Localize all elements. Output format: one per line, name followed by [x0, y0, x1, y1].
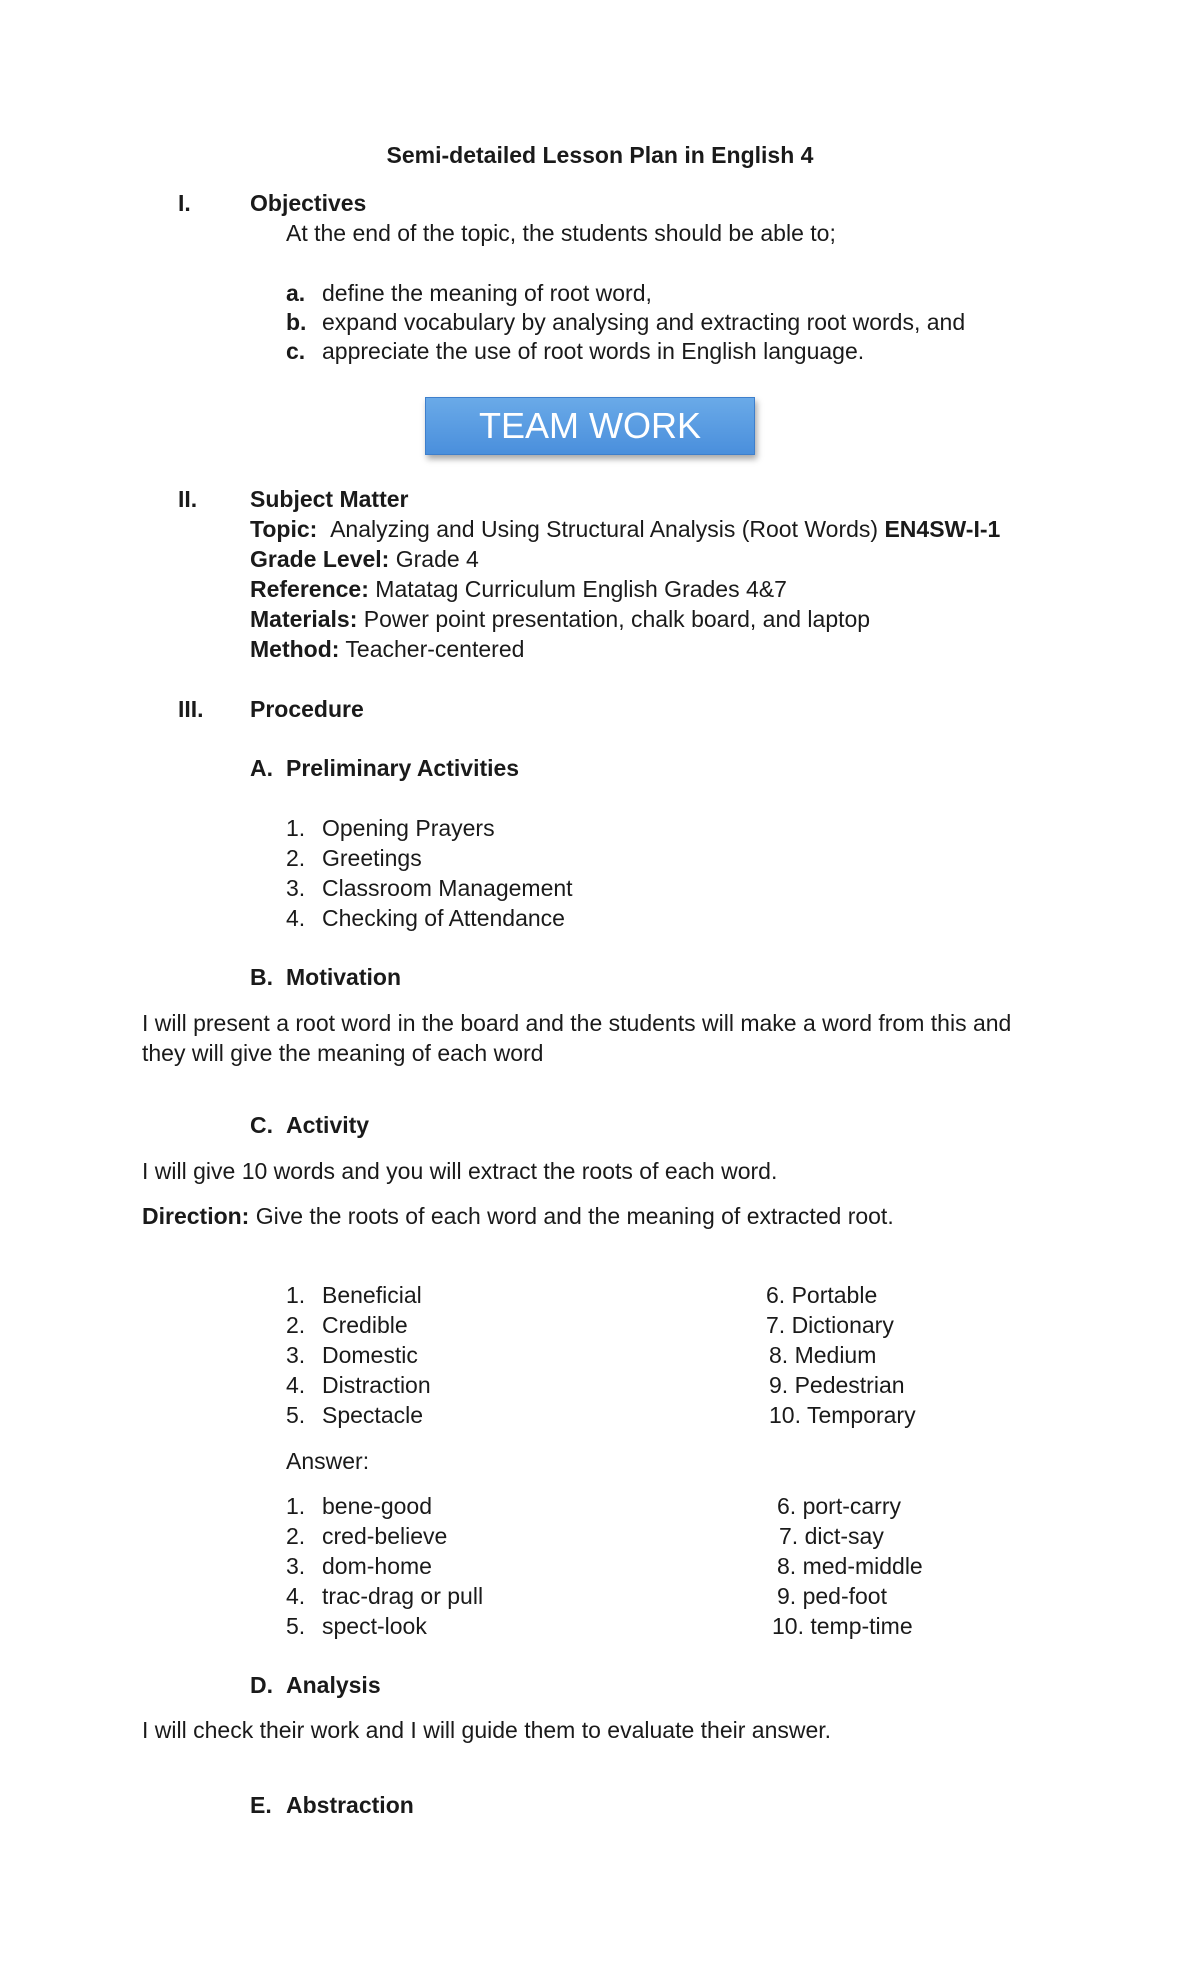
answer-item: 5. spect-look [286, 1613, 427, 1639]
answer-item: 3. dom-home [286, 1553, 432, 1579]
list-item: 2. Greetings [286, 845, 422, 871]
preliminary-heading: A. Preliminary Activities [250, 755, 520, 781]
procedure-numeral: III. [178, 696, 204, 722]
topic-line: Topic: Analyzing and Using Structural Analysis (Root Words) EN4SW-I-1 [250, 516, 1001, 542]
answer-item: 9. ped-foot [777, 1583, 887, 1609]
word-item: 6. Portable [766, 1282, 878, 1308]
objectives-intro: At the end of the topic, the students should be able to; [286, 220, 836, 246]
procedure-heading: Procedure [250, 696, 364, 722]
motivation-line-2: they will give the meaning of each word [142, 1040, 544, 1066]
word-item: 1. Beneficial [286, 1282, 422, 1308]
answer-item: 4. trac-drag or pull [286, 1583, 484, 1609]
answer-item: 7. dict-say [779, 1523, 884, 1549]
list-item: 3. Classroom Management [286, 875, 573, 901]
word-item: 8. Medium [769, 1342, 877, 1368]
materials-line: Materials: Power point presentation, chalk board, and laptop [250, 606, 871, 632]
list-item: 1. Opening Prayers [286, 815, 495, 841]
page-title: Semi-detailed Lesson Plan in English 4 [386, 142, 814, 168]
subject-numeral: II. [178, 486, 198, 512]
answer-item: 6. port-carry [777, 1493, 901, 1519]
reference-line: Reference: Matatag Curriculum English Grades 4&7 [250, 576, 787, 602]
objective-item: a. define the meaning of root word, [286, 280, 652, 306]
word-item: 7. Dictionary [766, 1312, 894, 1338]
word-item: 3. Domestic [286, 1342, 418, 1368]
analysis-heading: D. Analysis [250, 1672, 381, 1698]
word-item: 10. Temporary [769, 1402, 916, 1428]
list-item: 4. Checking of Attendance [286, 905, 565, 931]
analysis-text: I will check their work and I will guide them to evaluate their answer. [142, 1717, 832, 1743]
activity-intro: I will give 10 words and you will extract the roots of each word. [142, 1158, 778, 1184]
grade-line: Grade Level: Grade 4 [250, 546, 479, 572]
motivation-heading: B. Motivation [250, 964, 401, 990]
answer-item: 8. med-middle [777, 1553, 923, 1579]
objectives-numeral: I. [178, 190, 191, 216]
motivation-line-1: I will present a root word in the board and the students will make a word from this and [142, 1010, 1012, 1036]
objective-item: c. appreciate the use of root words in English language. [286, 338, 865, 364]
abstraction-heading: E. Abstraction [250, 1792, 414, 1818]
word-item: 9. Pedestrian [769, 1372, 905, 1398]
activity-heading: C. Activity [250, 1112, 370, 1138]
answer-label: Answer: [286, 1448, 370, 1474]
word-item: 2. Credible [286, 1312, 408, 1338]
answer-item: 10. temp-time [772, 1613, 913, 1639]
method-line: Method: Teacher-centered [250, 636, 525, 662]
answer-item: 1. bene-good [286, 1493, 432, 1519]
objectives-heading: Objectives [250, 190, 367, 216]
word-item: 4. Distraction [286, 1372, 431, 1398]
subject-heading: Subject Matter [250, 486, 409, 512]
direction-line: Direction: Give the roots of each word and the meaning of extracted root. [142, 1203, 894, 1229]
team-work-button[interactable]: TEAM WORK [425, 397, 755, 455]
word-item: 5. Spectacle [286, 1402, 424, 1428]
objective-item: b. expand vocabulary by analysing and extracting root words, and [286, 309, 966, 335]
answer-item: 2. cred-believe [286, 1523, 448, 1549]
